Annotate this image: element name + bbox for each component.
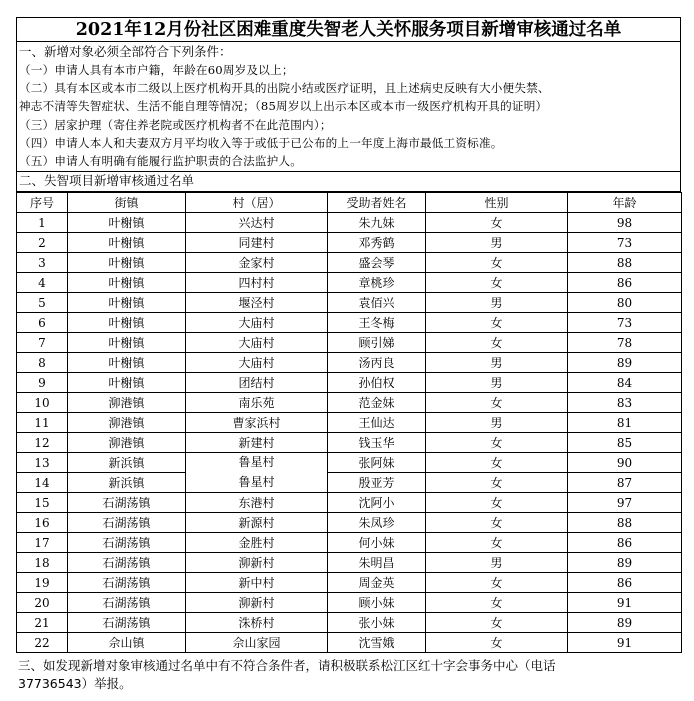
cell-name: 殷亚芳 bbox=[328, 473, 426, 493]
table-row bbox=[17, 353, 682, 373]
cell-name: 朱凤珍 bbox=[328, 513, 426, 533]
cell-gender: 女 bbox=[426, 593, 568, 613]
cell-village: 新源村 bbox=[186, 513, 328, 533]
cell-town: 佘山镇 bbox=[68, 633, 186, 653]
eligibility-section bbox=[16, 42, 681, 172]
cell-age: 73 bbox=[568, 313, 682, 333]
cell-no: 14 bbox=[17, 473, 68, 493]
table-row bbox=[17, 593, 682, 613]
cell-no: 3 bbox=[17, 253, 68, 273]
cell-village: 大庙村 bbox=[186, 353, 328, 373]
cell-gender: 女 bbox=[426, 533, 568, 553]
cell-village: 泖新村 bbox=[186, 593, 328, 613]
column-header-town: 街镇 bbox=[68, 193, 186, 213]
cell-no: 18 bbox=[17, 553, 68, 573]
cell-no: 7 bbox=[17, 333, 68, 353]
cell-village: 金胜村 bbox=[186, 533, 328, 553]
cell-gender: 女 bbox=[426, 213, 568, 233]
cell-age: 90 bbox=[568, 453, 682, 473]
table-row bbox=[17, 573, 682, 593]
cell-gender: 男 bbox=[426, 373, 568, 393]
cell-village: 洙桥村 bbox=[186, 613, 328, 633]
cell-name: 邓秀鹤 bbox=[328, 233, 426, 253]
cell-village: 新中村 bbox=[186, 573, 328, 593]
cell-name: 张小妹 bbox=[328, 613, 426, 633]
table-row bbox=[17, 333, 682, 353]
cell-gender: 女 bbox=[426, 433, 568, 453]
cell-town: 石湖荡镇 bbox=[68, 493, 186, 513]
cell-age: 73 bbox=[568, 233, 682, 253]
cell-name: 沈雪娥 bbox=[328, 633, 426, 653]
cell-town: 石湖荡镇 bbox=[68, 533, 186, 553]
cell-name: 钱玉华 bbox=[328, 433, 426, 453]
eligibility-heading: 一、新增对象必须全部符合下列条件： bbox=[19, 44, 232, 59]
table-row bbox=[17, 273, 682, 293]
cell-town: 叶榭镇 bbox=[68, 213, 186, 233]
cell-town: 叶榭镇 bbox=[68, 373, 186, 393]
page-title: 2021年12月份社区困难重度失智老人关怀服务项目新增审核通过名单 bbox=[16, 17, 681, 42]
cell-no: 12 bbox=[17, 433, 68, 453]
cell-gender: 女 bbox=[426, 333, 568, 353]
cell-village: 曹家浜村 bbox=[186, 413, 328, 433]
condition-2-continued: 神志不清等失智症状、生活不能自理等情况；（85周岁以上出示本区或本市一级医疗机构开具的证明） bbox=[19, 99, 548, 114]
cell-no: 10 bbox=[17, 393, 68, 413]
condition-5: （五）申请人有明确有能履行监护职责的合法监护人。 bbox=[19, 153, 303, 168]
cell-age: 86 bbox=[568, 533, 682, 553]
table-body bbox=[17, 213, 682, 653]
cell-no: 15 bbox=[17, 493, 68, 513]
cell-town: 泖港镇 bbox=[68, 413, 186, 433]
table-row bbox=[17, 613, 682, 633]
cell-no: 13 bbox=[17, 453, 68, 473]
cell-village: 同建村 bbox=[186, 233, 328, 253]
cell-no: 11 bbox=[17, 413, 68, 433]
cell-no: 2 bbox=[17, 233, 68, 253]
cell-village: 金家村 bbox=[186, 253, 328, 273]
table-row bbox=[17, 533, 682, 553]
cell-gender: 女 bbox=[426, 613, 568, 633]
report-notice bbox=[18, 657, 682, 692]
cell-age: 89 bbox=[568, 613, 682, 633]
cell-town: 叶榭镇 bbox=[68, 333, 186, 353]
cell-gender: 女 bbox=[426, 393, 568, 413]
table-header-row bbox=[17, 193, 682, 213]
cell-town: 叶榭镇 bbox=[68, 353, 186, 373]
cell-gender: 男 bbox=[426, 293, 568, 313]
cell-town: 石湖荡镇 bbox=[68, 593, 186, 613]
cell-village: 堰泾村 bbox=[186, 293, 328, 313]
approved-list-heading: 二、失智项目新增审核通过名单 bbox=[19, 173, 195, 188]
cell-town: 泖港镇 bbox=[68, 433, 186, 453]
cell-gender: 女 bbox=[426, 633, 568, 653]
cell-age: 88 bbox=[568, 513, 682, 533]
cell-name: 范金妹 bbox=[328, 393, 426, 413]
cell-no: 9 bbox=[17, 373, 68, 393]
table-row bbox=[17, 213, 682, 233]
cell-age: 84 bbox=[568, 373, 682, 393]
cell-age: 98 bbox=[568, 213, 682, 233]
column-header-age: 年龄 bbox=[568, 193, 682, 213]
table-row bbox=[17, 433, 682, 453]
column-header-village: 村（居） bbox=[186, 193, 328, 213]
cell-age: 87 bbox=[568, 473, 682, 493]
cell-no: 4 bbox=[17, 273, 68, 293]
cell-no: 8 bbox=[17, 353, 68, 373]
cell-town: 叶榭镇 bbox=[68, 253, 186, 273]
cell-town: 叶榭镇 bbox=[68, 233, 186, 253]
condition-4: （四）申请人本人和夫妻双方月平均收入等于或低于已公布的上一年度上海市最低工资标准。 bbox=[19, 135, 503, 150]
cell-town: 石湖荡镇 bbox=[68, 613, 186, 633]
cell-town: 叶榭镇 bbox=[68, 273, 186, 293]
cell-age: 86 bbox=[568, 273, 682, 293]
cell-town: 叶榭镇 bbox=[68, 313, 186, 333]
table-row bbox=[17, 373, 682, 393]
cell-no: 5 bbox=[17, 293, 68, 313]
cell-village: 东港村 bbox=[186, 493, 328, 513]
cell-age: 89 bbox=[568, 353, 682, 373]
cell-age: 86 bbox=[568, 573, 682, 593]
table-row bbox=[17, 453, 682, 473]
cell-gender: 男 bbox=[426, 413, 568, 433]
cell-town: 泖港镇 bbox=[68, 393, 186, 413]
cell-gender: 女 bbox=[426, 313, 568, 333]
approved-list-table bbox=[16, 192, 682, 653]
cell-age: 80 bbox=[568, 293, 682, 313]
cell-gender: 女 bbox=[426, 453, 568, 473]
condition-1: （一）申请人具有本市户籍，年龄在60周岁及以上； bbox=[19, 63, 294, 77]
table-row bbox=[17, 393, 682, 413]
cell-name: 周金英 bbox=[328, 573, 426, 593]
report-notice-line-2: 37736543）举报。 bbox=[18, 675, 132, 691]
report-notice-line-1: 三、如发现新增对象审核通过名单中有不符合条件者，请积极联系松江区红十字会事务中心（电话 bbox=[18, 658, 556, 673]
table-row bbox=[17, 253, 682, 273]
cell-name: 朱明昌 bbox=[328, 553, 426, 573]
cell-name: 沈阿小 bbox=[328, 493, 426, 513]
cell-gender: 女 bbox=[426, 493, 568, 513]
column-header-gender: 性别 bbox=[426, 193, 568, 213]
cell-name: 王仙达 bbox=[328, 413, 426, 433]
cell-no: 17 bbox=[17, 533, 68, 553]
cell-town: 新浜镇 bbox=[68, 473, 186, 493]
table-row bbox=[17, 413, 682, 433]
cell-name: 汤丙良 bbox=[328, 353, 426, 373]
cell-name: 王冬梅 bbox=[328, 313, 426, 333]
cell-age: 91 bbox=[568, 593, 682, 613]
cell-gender: 男 bbox=[426, 553, 568, 573]
cell-village: 大庙村 bbox=[186, 313, 328, 333]
cell-no: 16 bbox=[17, 513, 68, 533]
column-header-name: 受助者姓名 bbox=[328, 193, 426, 213]
cell-no: 1 bbox=[17, 213, 68, 233]
cell-village: 大庙村 bbox=[186, 333, 328, 353]
cell-village bbox=[186, 453, 328, 493]
cell-gender: 女 bbox=[426, 573, 568, 593]
cell-no: 21 bbox=[17, 613, 68, 633]
cell-no: 19 bbox=[17, 573, 68, 593]
cell-village: 兴达村 bbox=[186, 213, 328, 233]
cell-gender: 女 bbox=[426, 473, 568, 493]
cell-village: 佘山家园 bbox=[186, 633, 328, 653]
cell-name: 张阿妹 bbox=[328, 453, 426, 473]
cell-village: 团结村 bbox=[186, 373, 328, 393]
column-header-no: 序号 bbox=[17, 193, 68, 213]
cell-age: 78 bbox=[568, 333, 682, 353]
cell-name: 盛会琴 bbox=[328, 253, 426, 273]
cell-gender: 女 bbox=[426, 253, 568, 273]
cell-village-line: 鲁星村 bbox=[238, 455, 275, 469]
cell-age: 88 bbox=[568, 253, 682, 273]
table-row bbox=[17, 293, 682, 313]
cell-village: 新建村 bbox=[186, 433, 328, 453]
approved-list-heading-box bbox=[16, 172, 681, 192]
condition-2: （二）具有本区或本市二级以上医疗机构开具的出院小结或医疗证明，且上述病史反映有大小便失禁、 bbox=[19, 81, 550, 96]
cell-name: 顾引娣 bbox=[328, 333, 426, 353]
cell-village-line: 鲁星村 bbox=[238, 474, 275, 489]
cell-village: 四村村 bbox=[186, 273, 328, 293]
cell-gender: 男 bbox=[426, 353, 568, 373]
cell-age: 89 bbox=[568, 553, 682, 573]
table-row bbox=[17, 313, 682, 333]
cell-no: 6 bbox=[17, 313, 68, 333]
cell-village: 南乐苑 bbox=[186, 393, 328, 413]
cell-name: 朱九妹 bbox=[328, 213, 426, 233]
cell-gender: 男 bbox=[426, 233, 568, 253]
cell-age: 97 bbox=[568, 493, 682, 513]
table-row bbox=[17, 633, 682, 653]
cell-age: 85 bbox=[568, 433, 682, 453]
cell-gender: 女 bbox=[426, 513, 568, 533]
cell-village: 泖新村 bbox=[186, 553, 328, 573]
cell-name: 顾小妹 bbox=[328, 593, 426, 613]
cell-age: 83 bbox=[568, 393, 682, 413]
cell-town: 叶榭镇 bbox=[68, 293, 186, 313]
cell-gender: 女 bbox=[426, 273, 568, 293]
cell-age: 81 bbox=[568, 413, 682, 433]
table-row bbox=[17, 493, 682, 513]
cell-town: 石湖荡镇 bbox=[68, 513, 186, 533]
cell-name: 孙伯权 bbox=[328, 373, 426, 393]
cell-town: 石湖荡镇 bbox=[68, 573, 186, 593]
table-row bbox=[17, 473, 682, 493]
cell-no: 20 bbox=[17, 593, 68, 613]
cell-age: 91 bbox=[568, 633, 682, 653]
cell-town: 石湖荡镇 bbox=[68, 553, 186, 573]
document-sheet bbox=[16, 17, 681, 653]
table-row bbox=[17, 553, 682, 573]
cell-no: 22 bbox=[17, 633, 68, 653]
cell-name: 何小妹 bbox=[328, 533, 426, 553]
table-row bbox=[17, 233, 682, 253]
cell-town: 新浜镇 bbox=[68, 453, 186, 473]
cell-name: 章桃珍 bbox=[328, 273, 426, 293]
table-row bbox=[17, 513, 682, 533]
cell-name: 袁佰兴 bbox=[328, 293, 426, 313]
condition-3: （三）居家护理（寄住养老院或医疗机构者不在此范围内）； bbox=[19, 117, 332, 132]
